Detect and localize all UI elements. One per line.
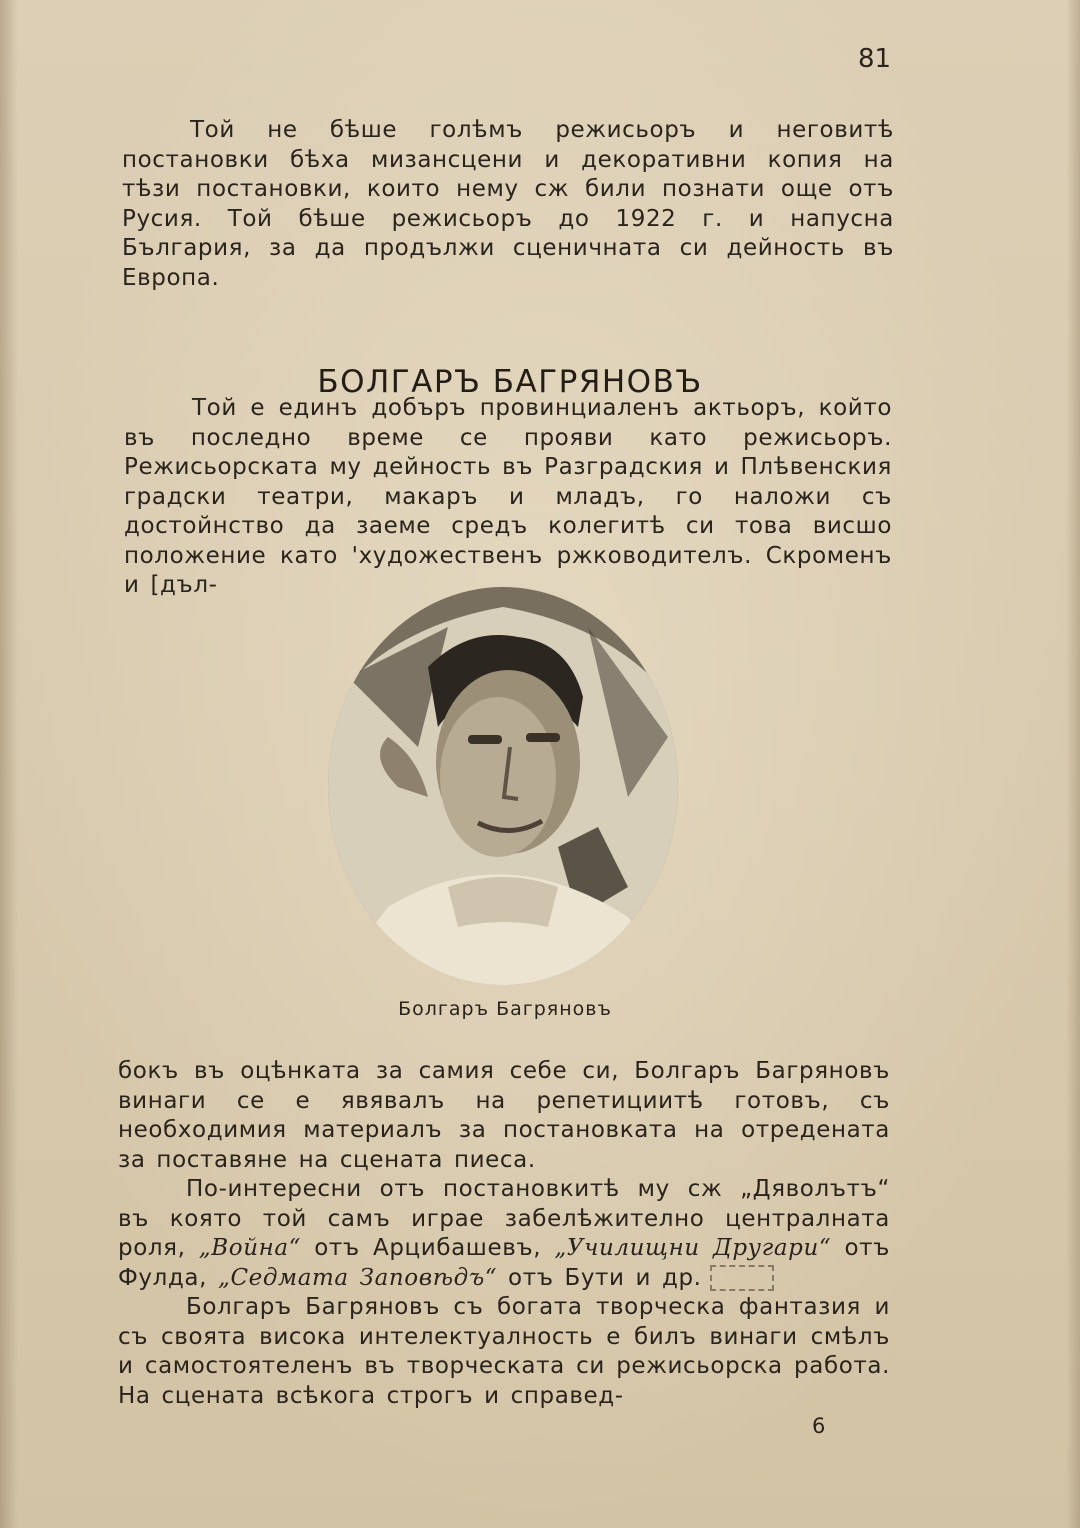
page-edge-shadow-left — [0, 0, 18, 1528]
section-continued-block — [118, 1057, 890, 1411]
section-paragraph-1-continued: бокъ въ оцѣнката за самия себе си, Болгаръ Багряновъ винаги се е явявалъ на репетициитѣ готовъ, съ необходимия материалъ за постановката на отредената за поставяне на сцената пиеса. — [118, 1058, 890, 1173]
play-title-uchilishtni-drugari: „Училищни Другари“ — [554, 1235, 832, 1261]
portrait-illustration — [328, 587, 678, 985]
section-paragraph-3: Болгаръ Багряновъ съ богата творческа фантазия и съ своята висока интелектуалность е билъ винаги смѣлъ и самостоятеленъ въ творческата си режисьорска работа. На сцената всѣкога строгъ и справед- — [118, 1294, 890, 1409]
section-paragraph-1: Той е единъ добъръ провинциаленъ актьоръ, който въ последно време се прояви като режисьоръ. Режисьорската му дейность въ Разградския и Плѣвенския градски театри, макаръ и младъ, го наложи съ достойнство да заеме средъ колегитѣ си това висшо положение като 'художественъ ржководителъ. Скроменъ и [дъл- — [124, 395, 892, 598]
paragraph-2-part-2: отъ Арцибашевъ, — [301, 1235, 555, 1261]
paragraph-2-part-4: отъ Бути и др. — [497, 1264, 702, 1291]
photo-caption: Болгаръ Багряновъ — [398, 998, 612, 1020]
page-edge-shadow-right — [1066, 0, 1080, 1528]
signature-mark: 6 — [812, 1414, 826, 1438]
play-title-sedmata-zapoved: „Седмата Заповѣдъ“ — [217, 1264, 498, 1291]
play-title-voina: „Война“ — [198, 1235, 302, 1261]
library-stamp-mark — [710, 1265, 774, 1291]
intro-paragraph-block — [122, 116, 894, 293]
paragraph-2-part-1: По-интересни отъ постановкитѣ му сж „Дяволътъ“ въ която той самъ играе забелѣжително централната роля, — [118, 1176, 890, 1261]
page-number: 81 — [858, 44, 892, 74]
portrait-photo — [328, 587, 678, 985]
section-paragraph-2 — [118, 1175, 890, 1293]
paragraph-2-part-3: отъ Фулда, — [118, 1235, 890, 1291]
intro-paragraph: Той не бѣше голѣмъ режисьоръ и неговитѣ постановки бѣха мизансцени и декоративни копия на тѣзи постановки, които нему сж били познати още отъ Русия. Той бѣше режисьоръ до 1922 г. и напусна България, за да продължи сценичната си дейность въ Европа. — [122, 117, 894, 291]
section-title: БОЛГАРЪ БАГРЯНОВЪ — [317, 363, 703, 400]
section-paragraph-1-block — [124, 394, 892, 601]
